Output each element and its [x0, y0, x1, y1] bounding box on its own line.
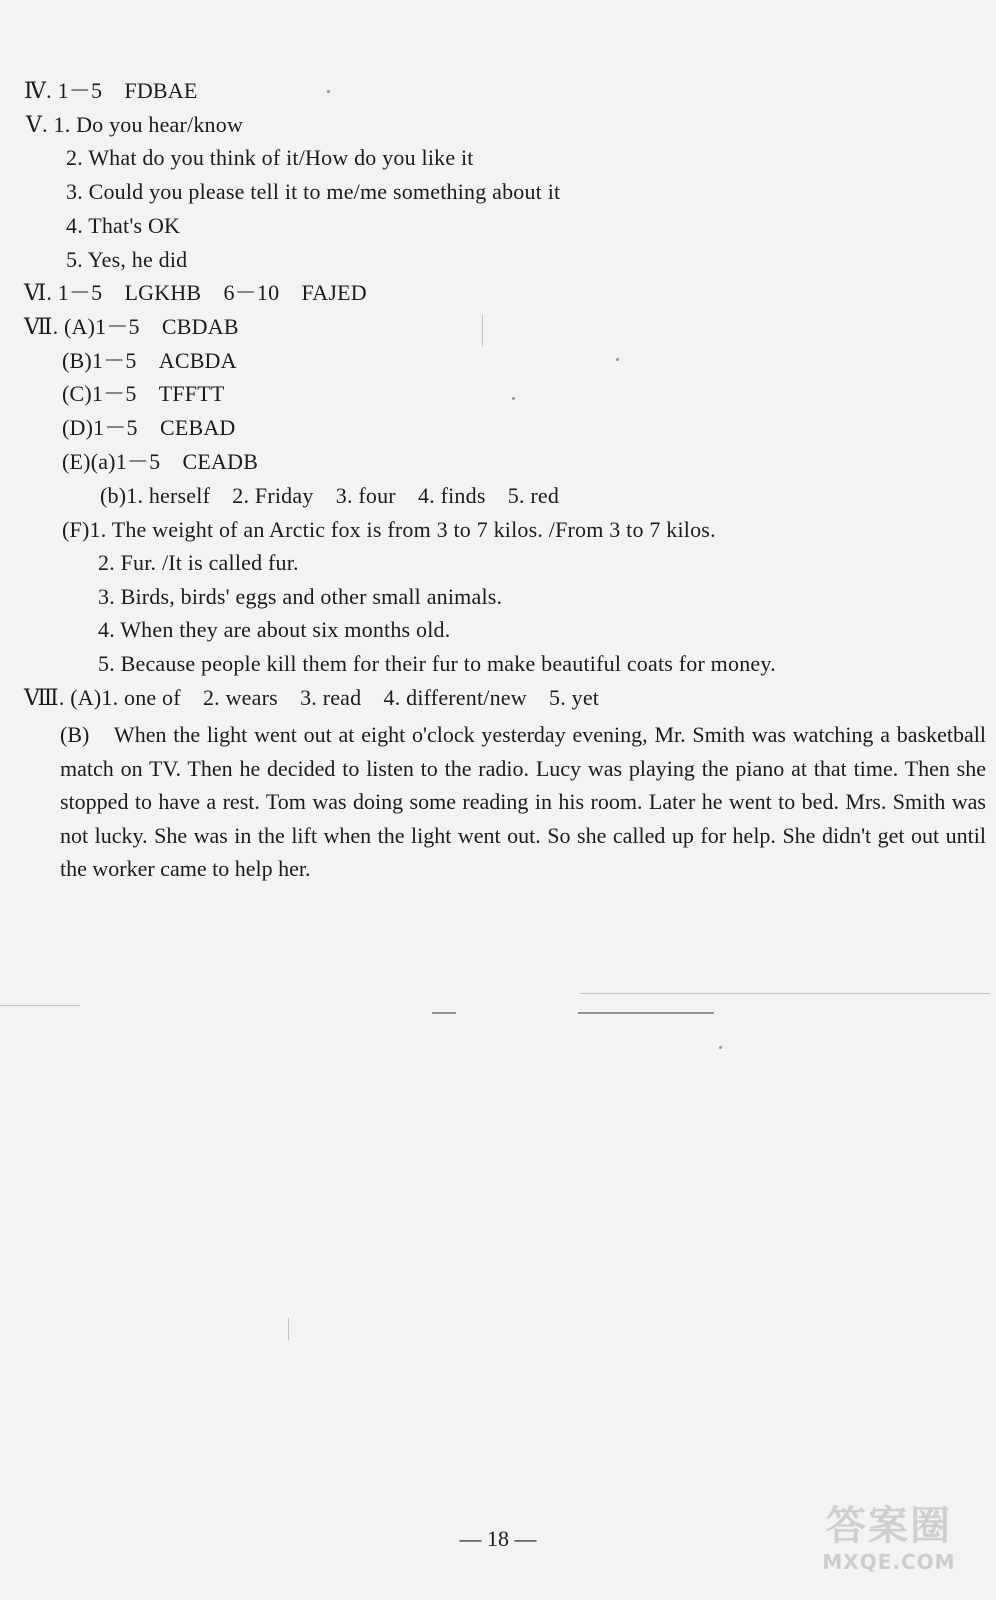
- section-iv-answers: Ⅳ. 1－5 FDBAE: [24, 78, 198, 103]
- section-vii-f-item-1: (F)1. The weight of an Arctic fox is from 3 to 7 kilos. /From 3 to 7 kilos.: [62, 517, 716, 542]
- section-vii-f-item-4: 4. When they are about six months old.: [98, 617, 451, 642]
- watermark-url-text: MXQE.COM: [822, 1550, 956, 1574]
- scan-artifact-line: [432, 1012, 456, 1014]
- section-vii-e-a-answers: (E)(a)1－5 CEADB: [62, 449, 259, 474]
- section-viii-a-answers: Ⅷ. (A)1. one of 2. wears 3. read 4. different/new 5. yet: [24, 685, 600, 710]
- scan-artifact-line: [482, 315, 483, 347]
- scan-artifact-line: [580, 993, 990, 994]
- scan-artifact-line: [0, 1005, 80, 1006]
- section-vi-answers: Ⅵ. 1－5 LGKHB 6－10 FAJED: [24, 280, 367, 305]
- scan-artifact-line: [288, 1318, 289, 1340]
- section-vii-b-answers: (B)1－5 ACBDA: [62, 348, 237, 373]
- scan-speck: [616, 358, 619, 361]
- scan-speck: [719, 1046, 722, 1049]
- section-vii-a-answers: Ⅶ. (A)1－5 CBDAB: [24, 314, 239, 339]
- section-vii-f-item-3: 3. Birds, birds' eggs and other small animals.: [98, 584, 503, 609]
- section-vii-c-answers: (C)1－5 TFFTT: [62, 381, 225, 406]
- scan-artifact-line: [578, 1012, 714, 1014]
- section-viii-b-paragraph: (B) When the light went out at eight o'clock yesterday evening, Mr. Smith was watching a basketball match on TV. Then he decided to listen to the radio. Lucy was playing the piano at that time. Then she stopped to have a rest. Tom was doing some reading in his room. Later he went to bed. Mrs. Smith was not lucky. She was in the lift when the light went out. So she called up for help. She didn't get out until the worker came to help her.: [60, 722, 986, 881]
- section-vii-f-item-2: 2. Fur. /It is called fur.: [98, 550, 299, 575]
- section-v-item-2: 2. What do you think of it/How do you like it: [66, 145, 474, 170]
- section-vii-f-item-5: 5. Because people kill them for their fur to make beautiful coats for money.: [98, 651, 776, 676]
- section-vii-d-answers: (D)1－5 CEBAD: [62, 415, 236, 440]
- page-number: — 18 —: [459, 1526, 537, 1551]
- watermark-logo-text: 答案圈: [826, 1503, 952, 1549]
- section-v-item-3: 3. Could you please tell it to me/me something about it: [66, 179, 561, 204]
- scan-speck: [327, 90, 330, 93]
- site-watermark-logo: [804, 1502, 974, 1592]
- section-v-item-4: 4. That's OK: [66, 213, 181, 238]
- section-v-item-5: 5. Yes, he did: [66, 247, 188, 272]
- section-vii-e-b-answers: (b)1. herself 2. Friday 3. four 4. finds 5. red: [100, 483, 560, 508]
- section-v-item-1: Ⅴ. 1. Do you hear/know: [26, 112, 244, 137]
- scan-speck: [512, 397, 515, 400]
